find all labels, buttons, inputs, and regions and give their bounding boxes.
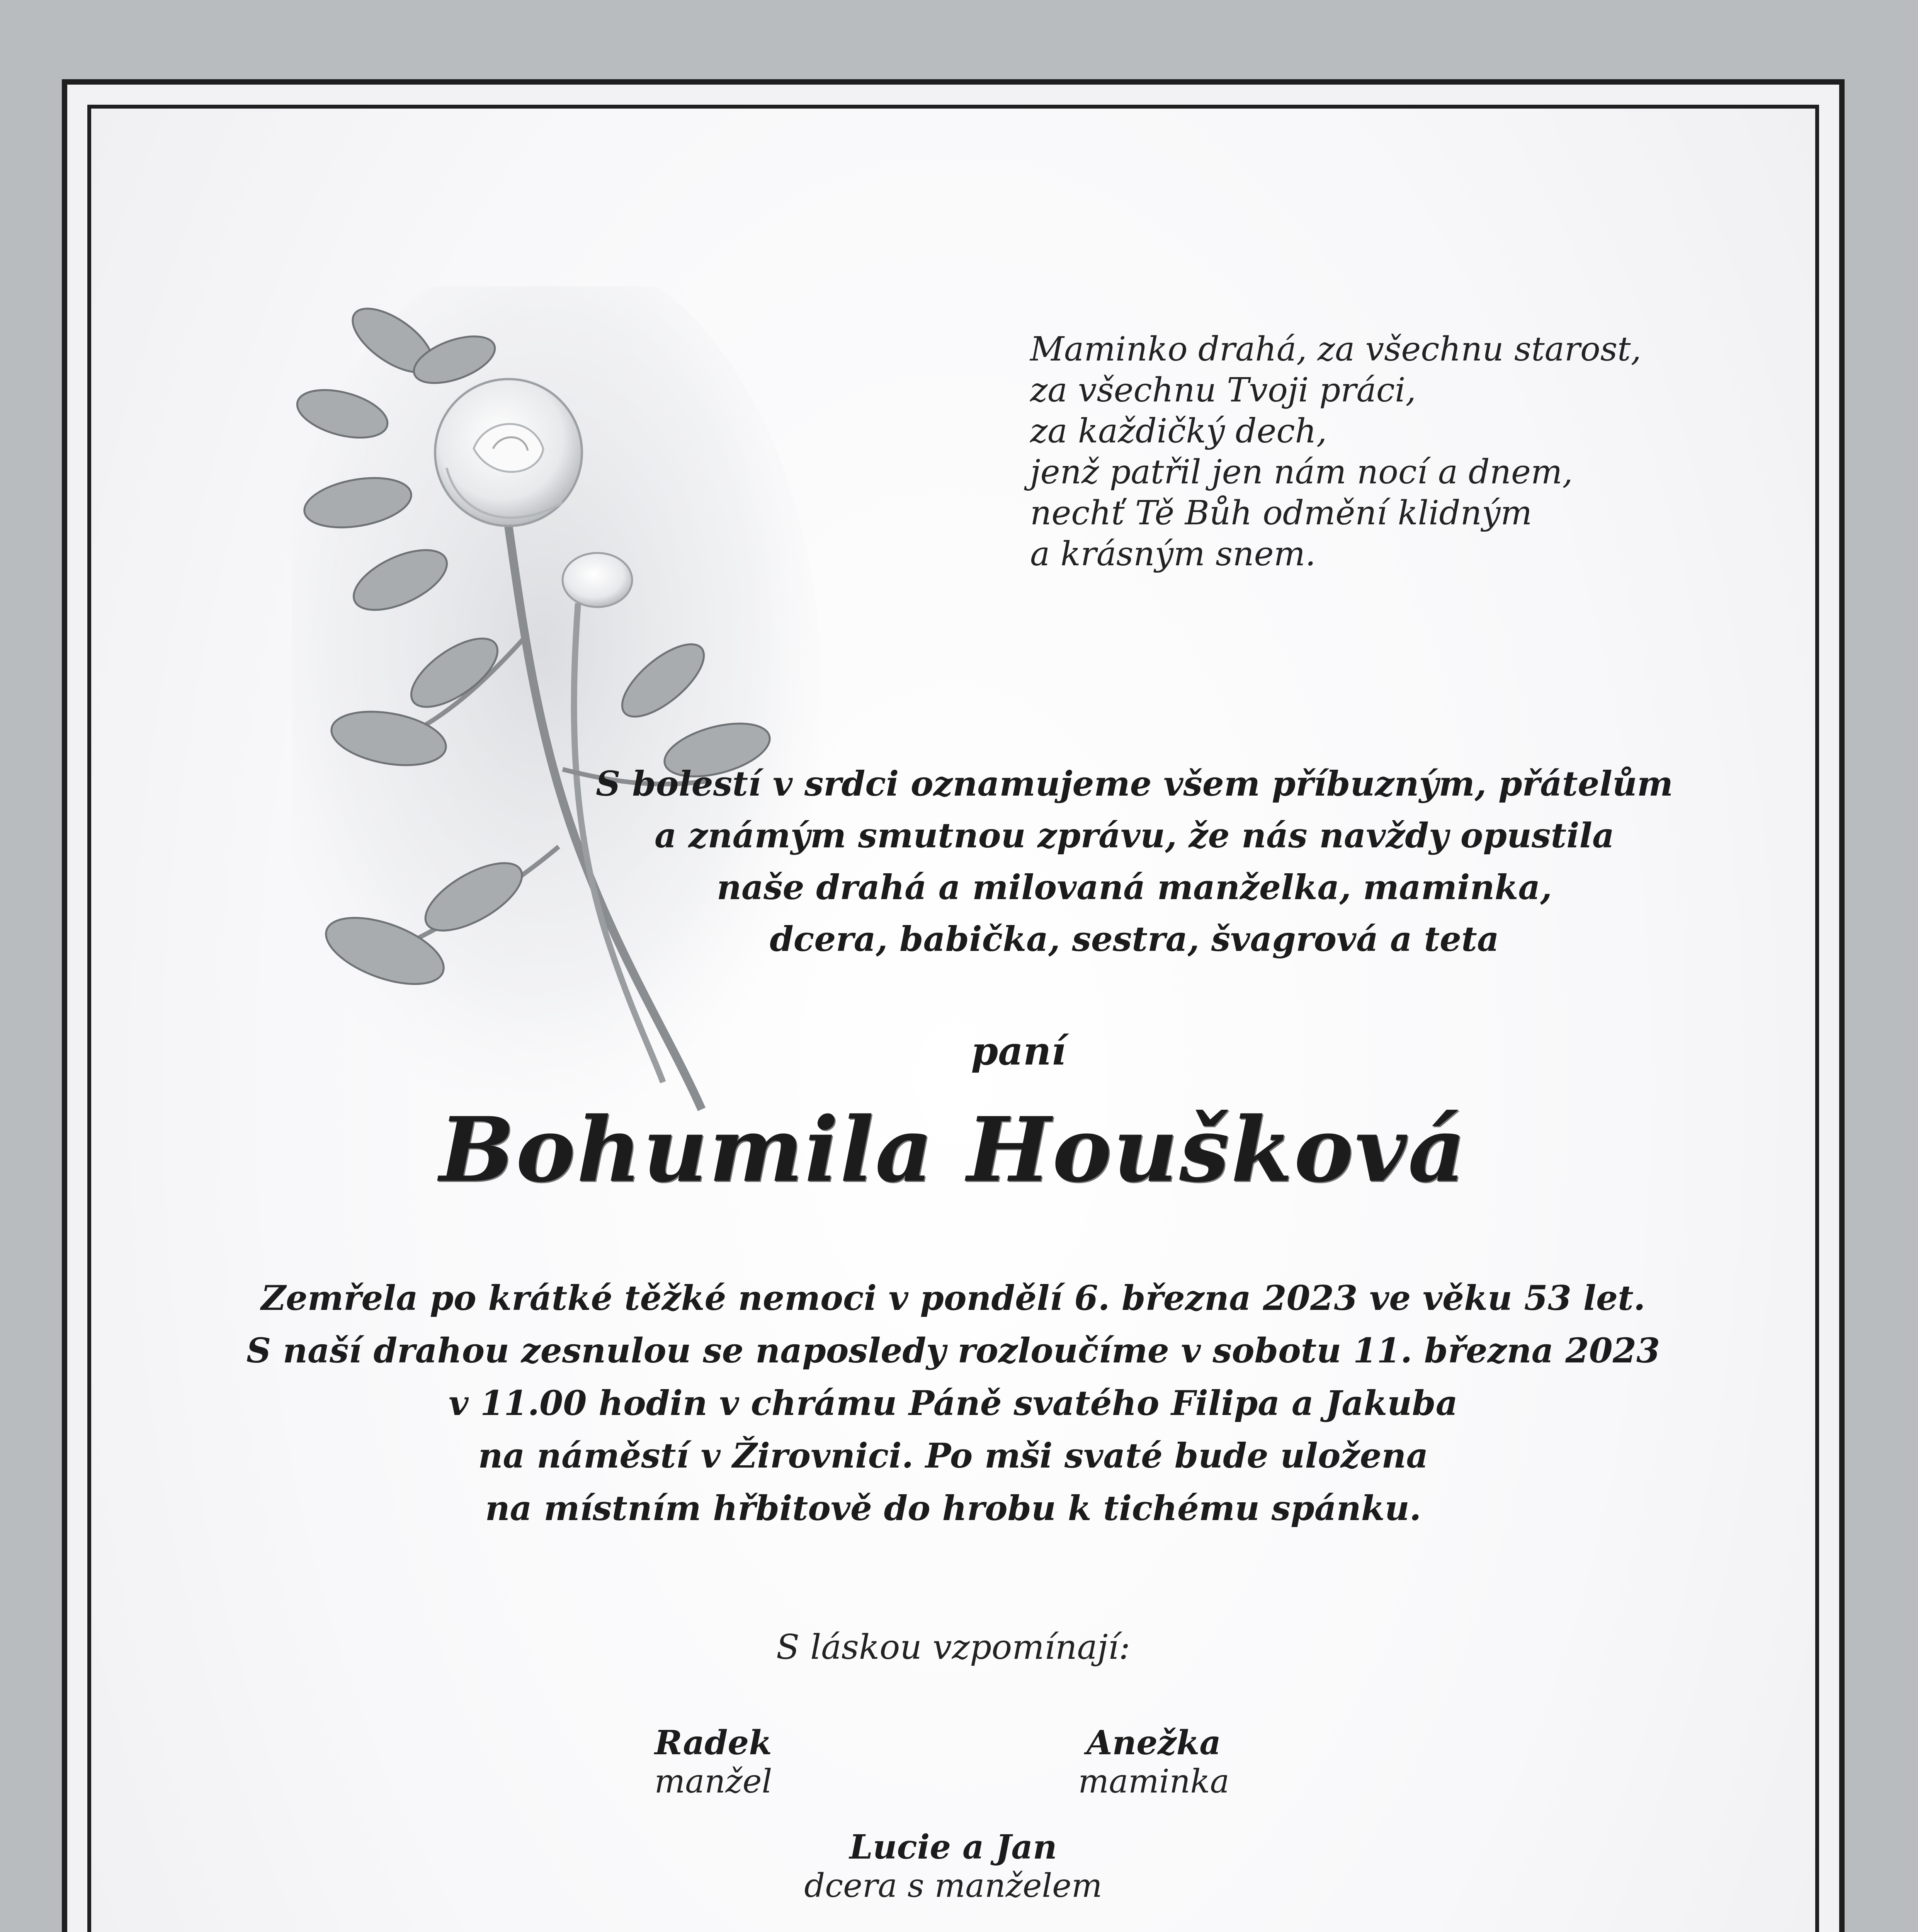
rose-illustration xyxy=(292,286,833,1156)
mourner-name: Radek xyxy=(655,1723,772,1762)
mourner-group xyxy=(91,1828,1815,1932)
poem-line: Maminko drahá, za všechnu starost, xyxy=(1030,330,1641,369)
announcement-line: S bolestí v srdci oznamujeme všem příbuzným, přátelům xyxy=(595,764,1673,804)
mourner-role: maminka xyxy=(1078,1762,1229,1800)
announcement-line: a známým smutnou zprávu, že nás navždy opustila xyxy=(655,815,1614,855)
mourners-heading: S láskou vzpomínají: xyxy=(776,1627,1131,1667)
mourner-name: Lucie a Jan xyxy=(849,1828,1057,1867)
inner-border xyxy=(87,105,1819,1932)
announcement-line: naše drahá a milovaná manželka, maminka, xyxy=(717,867,1552,907)
poem-line: jenž patřil jen nám nocí a dnem, xyxy=(1030,453,1573,492)
poem-line: nechť Tě Bůh odmění klidným xyxy=(1030,494,1532,532)
mourner-name: Anežka xyxy=(1086,1723,1221,1762)
poem-line: za každičký dech, xyxy=(1030,412,1327,451)
announcement xyxy=(593,758,1675,965)
death-notice-line: v 11.00 hodin v chrámu Páně svatého Filipa a Jakuba xyxy=(449,1383,1458,1423)
poem-line: za všechnu Tvoji práci, xyxy=(1030,371,1416,410)
mourners-list xyxy=(91,1828,1815,1932)
mourner-husband xyxy=(539,1724,887,1800)
announcement-line: dcera, babička, sestra, švagrová a teta xyxy=(770,919,1499,959)
death-notice-line: S naší drahou zesnulou se naposledy rozloučíme v sobotu 11. března 2023 xyxy=(246,1330,1660,1371)
title-pani: paní xyxy=(971,1028,1066,1074)
deceased-name: Bohumila Houšková xyxy=(439,1098,1467,1202)
mourner-mother xyxy=(980,1724,1328,1800)
mourner-role: dcera s manželem xyxy=(804,1867,1102,1905)
death-notice-line: Zemřela po krátké těžké nemoci v pondělí 6. března 2023 ve věku 53 let. xyxy=(261,1278,1646,1318)
poem xyxy=(1030,329,1764,575)
rose-bloom xyxy=(435,379,582,526)
mourner-role: manžel xyxy=(654,1762,772,1800)
poem-line: a krásným snem. xyxy=(1030,535,1316,573)
death-notice-line: na náměstí v Žirovnici. Po mši svaté bude uložena xyxy=(478,1435,1428,1476)
death-notice xyxy=(207,1272,1699,1534)
outer-border xyxy=(62,79,1845,1932)
death-notice-line: na místním hřbitově do hrobu k tichému spánku. xyxy=(485,1488,1421,1528)
